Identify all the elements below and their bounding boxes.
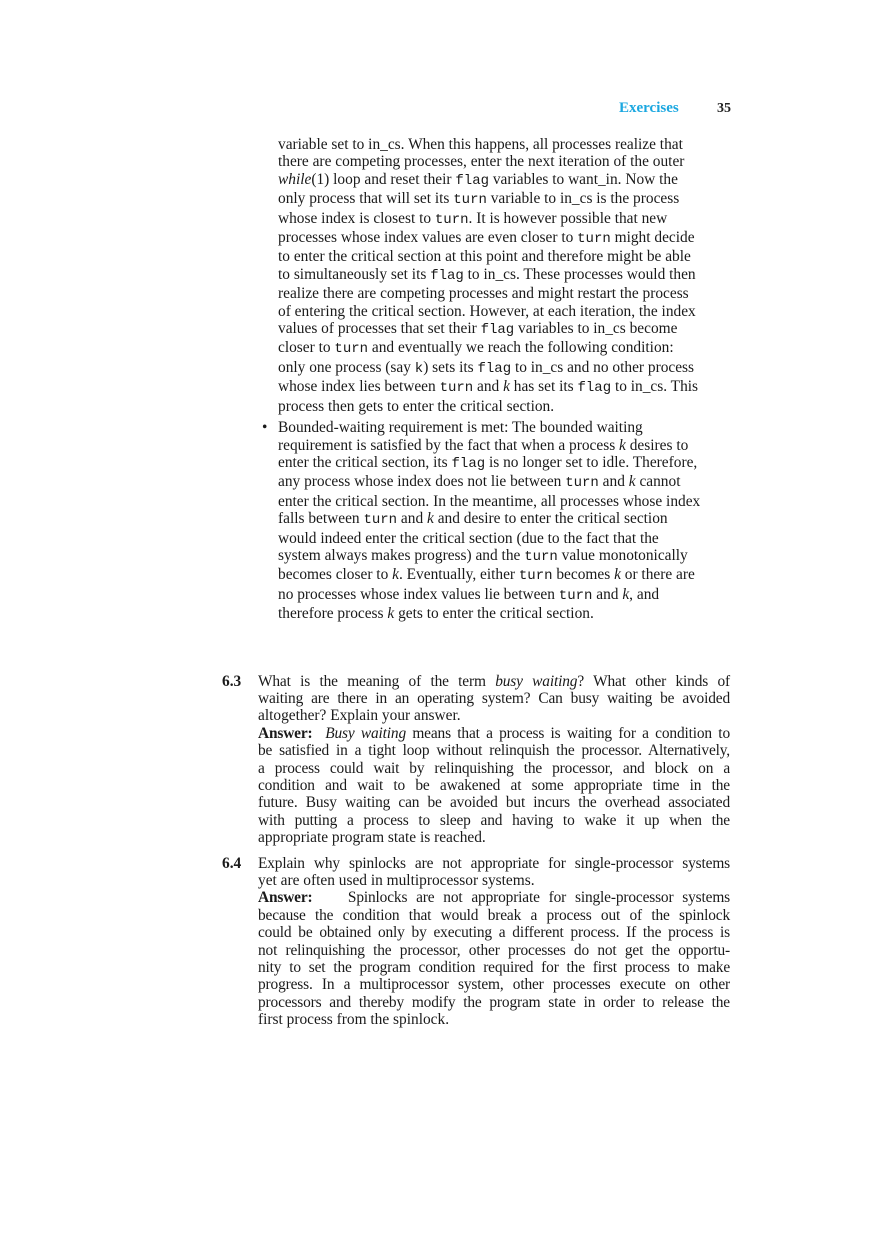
running-header-section: Exercises (619, 100, 679, 116)
text-run: future. Busy waiting can be avoided but incurs the overhead associated (258, 794, 730, 812)
text-line (258, 812, 730, 829)
text-line (278, 303, 738, 320)
italic-run: k (628, 473, 636, 491)
text-run: becomes (552, 566, 615, 584)
text-run: there are competing processes, enter the next iteration of the outer (278, 153, 685, 171)
text-line (278, 320, 738, 339)
text-run: progress. In a multiprocessor system, other processes execute on other (258, 976, 730, 994)
text-run: with putting a process to sleep and having to wake it up when the (258, 811, 730, 829)
code-run: flag (451, 455, 486, 472)
text-line (258, 994, 730, 1011)
code-run: turn (577, 231, 611, 248)
code-run: turn (334, 341, 369, 358)
text-run: requirement is satisfied by the fact that when a process (278, 436, 620, 454)
text-run (313, 725, 326, 742)
text-run: (1) loop and reset their (311, 170, 456, 188)
text-line (278, 605, 738, 622)
italic-run: k (392, 566, 399, 584)
text-line (258, 690, 730, 707)
text-run: to enter the critical section at this point and therefore might be able (278, 248, 691, 266)
text-run: falls between (278, 510, 364, 528)
italic-run: k (614, 566, 621, 584)
text-run: means that a process is waiting for a condition to (406, 724, 730, 742)
italic-run: busy waiting (495, 672, 578, 690)
text-line (258, 829, 730, 846)
text-line (278, 493, 738, 510)
text-run: could be obtained only by executing a different process. If the process is (258, 924, 730, 942)
text-run: therefore process (278, 605, 388, 623)
bullet-icon: • (262, 419, 268, 437)
italic-run: k (619, 436, 626, 454)
code-run: flag (430, 267, 464, 284)
text-line (258, 872, 730, 889)
text-run: might decide (610, 229, 695, 247)
text-run: gets to enter the critical section. (394, 605, 594, 623)
text-line (258, 942, 730, 959)
exercise-6-3 (222, 673, 730, 847)
text-line (278, 266, 738, 285)
italic-run: k (427, 510, 434, 528)
text-line (278, 454, 738, 473)
text-run: desires to (625, 436, 689, 454)
text-run: appropriate program state is reached. (258, 829, 486, 847)
italic-run: Busy waiting (325, 724, 407, 742)
text-run: and (598, 473, 629, 491)
text-run: ) sets its (423, 358, 478, 376)
exercise-answer (258, 889, 730, 1028)
text-run: a process could wait by relinquishing the processor, and block on a (258, 759, 730, 777)
text-run: whose index lies between (278, 378, 440, 396)
code-run: flag (477, 360, 512, 377)
text-line (278, 210, 738, 229)
text-run: or there are (620, 566, 695, 584)
text-run: What is the meaning of the term (258, 672, 496, 690)
bounded-waiting-bullet (262, 419, 738, 623)
exercise-6-4 (222, 855, 730, 1029)
text-run: any process whose index does not lie between (278, 473, 566, 491)
text-run: and eventually we reach the following condition: (368, 339, 674, 357)
text-run: variables to want_in. Now the (489, 170, 678, 188)
code-run: turn (524, 548, 558, 565)
text-run: enter the critical section, its (278, 453, 452, 471)
text-line (258, 855, 730, 872)
text-run: only one process (say (278, 358, 415, 376)
code-run: flag (480, 322, 515, 339)
text-run: and (592, 585, 623, 603)
text-line (258, 889, 730, 906)
text-run: be satisfied in a tight loop without relinquish the processor. Alternatively, (258, 742, 730, 760)
text-line (278, 530, 738, 547)
italic-run: k (622, 585, 630, 603)
text-run: condition and wait to be awakened at some appropriate time in the (258, 777, 730, 794)
text-run: and (473, 378, 504, 396)
text-line (278, 473, 738, 492)
exercise-number: 6.4 (222, 854, 242, 872)
page-number: 35 (717, 101, 731, 116)
exercise-number: 6.3 (222, 672, 242, 690)
text-run: system always makes progress) and the (278, 546, 525, 564)
text-line (258, 1011, 730, 1028)
text-run: . Eventually, either (398, 566, 519, 584)
code-run: flag (577, 380, 612, 397)
text-run: Explain why spinlocks are not appropriate for single-processor systems (258, 854, 730, 872)
code-run: turn (363, 512, 398, 529)
text-line (278, 510, 738, 529)
text-line (258, 742, 730, 759)
italic-run: k (387, 605, 395, 623)
text-run: realize there are competing processes and might restart the process (278, 285, 689, 303)
text-run: whose index is closest to (278, 209, 435, 227)
text-line (278, 359, 738, 378)
text-run: would indeed enter the critical section (due to the fact that the (278, 529, 659, 547)
text-run: , and (629, 585, 660, 603)
text-run: is no longer set to idle. Therefore, (485, 453, 698, 471)
text-run: becomes closer to (278, 566, 393, 584)
text-run: enter the critical section. In the meantime, all processes whose index (278, 492, 701, 510)
text-run: first process from the spinlock. (258, 1011, 450, 1029)
text-line (278, 419, 738, 436)
text-run: cannot (635, 473, 681, 491)
text-line (278, 586, 738, 605)
text-line (278, 566, 738, 585)
code-run: turn (518, 568, 553, 585)
text-run: altogether? Explain your answer. (258, 707, 461, 725)
text-line (278, 248, 738, 265)
text-run: to simultaneously set its (278, 265, 431, 283)
exercise-answer (258, 725, 730, 847)
text-run: to in_cs. These processes would then (463, 265, 696, 283)
text-run: not relinquishing the processor, other processes do not get the opportu- (258, 941, 730, 959)
code-run: turn (453, 192, 487, 209)
text-run: processes whose index values are even closer to (278, 229, 578, 247)
text-run: to in_cs and no other process (511, 358, 695, 376)
text-run: processors and thereby modify the program state in order to release the (258, 993, 730, 1011)
italic-run: k (503, 378, 510, 396)
text-line (258, 924, 730, 941)
text-run: ? What other kinds of (577, 672, 731, 690)
text-line (278, 136, 738, 153)
text-line (258, 760, 730, 777)
text-run: waiting are there in an operating system? Can busy waiting be avoided (258, 689, 730, 707)
text-run: has set its (509, 378, 578, 396)
text-run: . It is however possible that new (468, 209, 668, 227)
code-run: turn (558, 587, 593, 604)
exercise-question (258, 673, 730, 725)
text-run: only process that will set its (278, 190, 454, 208)
text-run: because the condition that would break a process out of the spinlock (258, 906, 730, 924)
text-line (278, 398, 738, 415)
text-line (278, 190, 738, 209)
code-run: turn (439, 380, 474, 397)
text-line (258, 725, 730, 742)
text-line (258, 777, 730, 794)
code-run: turn (565, 475, 599, 492)
text-run: variables to in_cs become (514, 320, 678, 338)
text-run: yet are often used in multiprocessor systems. (258, 872, 535, 890)
code-run: k (414, 360, 424, 377)
text-run: variable to in_cs is the process (486, 190, 680, 208)
bullet-text (278, 419, 738, 622)
text-run: values of processes that set their (278, 320, 481, 338)
answer-label: Answer: (258, 889, 313, 907)
text-run: value monotonically (557, 546, 688, 564)
text-column (222, 136, 730, 1029)
exercise-question (258, 855, 730, 890)
text-line (278, 547, 738, 566)
text-run: and desire to enter the critical section (433, 510, 668, 528)
text-run: and (397, 510, 427, 528)
text-line (258, 976, 730, 993)
text-line (278, 378, 738, 397)
code-run: turn (434, 211, 469, 228)
text-run: Spinlocks are not appropriate for single-processor systems (312, 889, 730, 907)
text-line (278, 285, 738, 302)
text-line (278, 153, 738, 170)
text-run: Bounded-waiting requirement is met: The bounded waiting (278, 419, 643, 437)
text-line (278, 229, 738, 248)
answer-label: Answer: (258, 724, 313, 742)
text-run: of entering the critical section. However, at each iteration, the index (278, 302, 696, 320)
text-run: to in_cs. This (611, 378, 699, 396)
text-line (258, 907, 730, 924)
italic-run: while (278, 170, 312, 188)
text-run: no processes whose index values lie between (278, 585, 559, 603)
text-run: nity to set the program condition required for the first process to make (258, 959, 730, 977)
text-line (278, 171, 738, 190)
text-line (258, 794, 730, 811)
continuation-paragraph (278, 136, 738, 415)
text-line (258, 673, 730, 690)
text-run: process then gets to enter the critical section. (278, 397, 555, 415)
text-line (258, 707, 730, 724)
text-line (258, 959, 730, 976)
code-run: flag (455, 172, 489, 189)
text-run: closer to (278, 339, 335, 357)
text-line (278, 339, 738, 358)
text-line (278, 437, 738, 454)
text-run: variable set to in_cs. When this happens, all processes realize that (278, 136, 683, 153)
